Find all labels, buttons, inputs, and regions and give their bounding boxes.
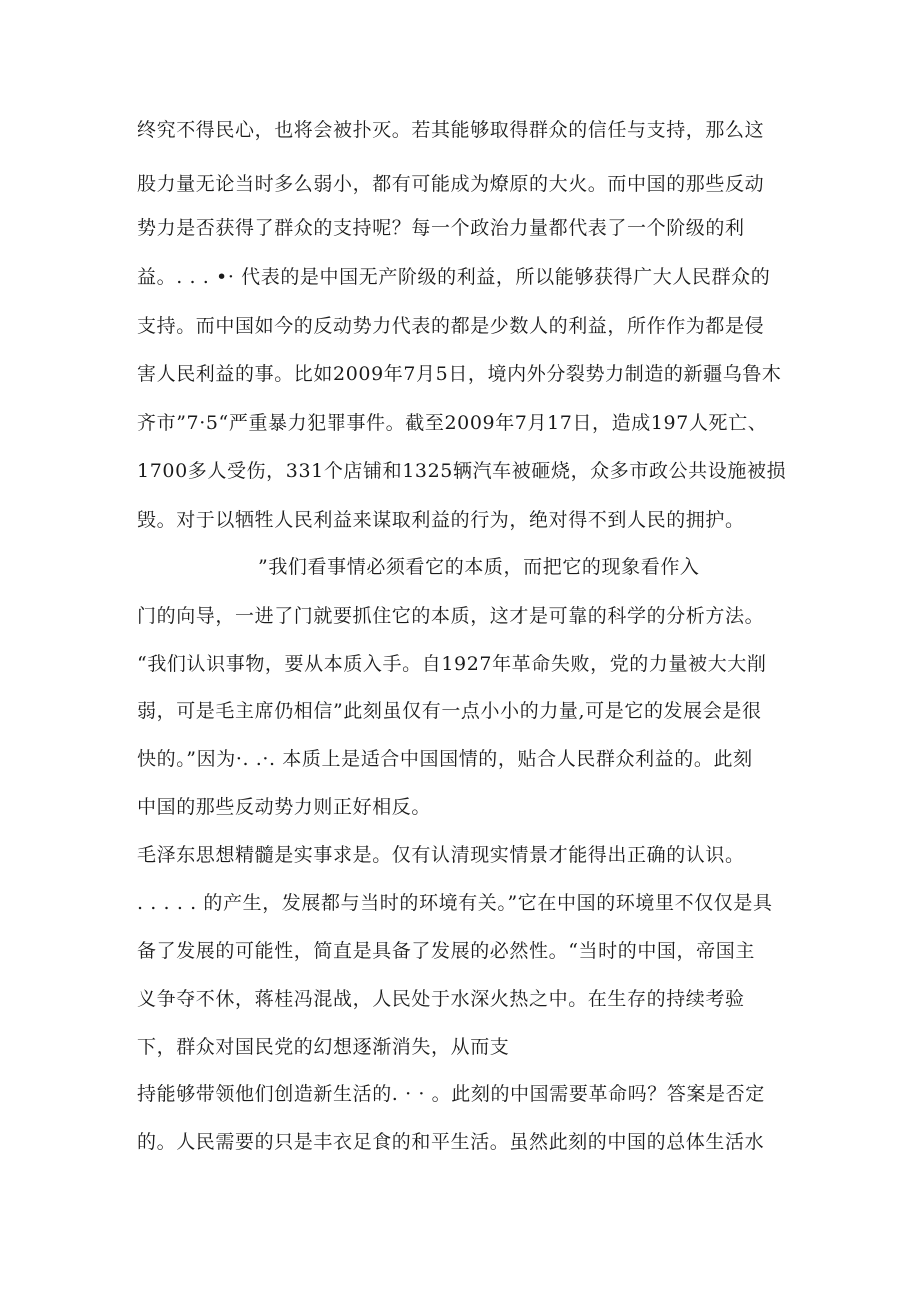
text-line: 支持。而中国如今的反动势力代表的都是少数人的利益，所作作为都是侵 (137, 315, 765, 337)
text-line: . . . . . 的产生，发展都与当时的环境有关。”它在中国的环境里不仅仅是具 (137, 892, 773, 914)
text-line: 持能够带领他们创造新生活的. · · 。此刻的中国需要革命吗？答案是否定 (137, 1083, 765, 1105)
text-line: 益。. . . •· 代表的是中国无产阶级的利益，所以能够获得广大人民群众的 (137, 266, 771, 288)
text-line: ”我们看事情必须看它的本质，而把它的现象看作入 (258, 556, 700, 578)
text-line: 的。人民需要的只是丰衣足食的和平生活。虽然此刻的中国的总体生活水 (137, 1131, 765, 1153)
text-line: 下，群众对国民党的幻想逐渐消失，从而支 (137, 1036, 510, 1058)
text-line: 备了发展的可能性，简直是具备了发展的必然性。“当时的中国，帝国主 (137, 940, 755, 962)
text-line: 弱，可是毛主席仍相信”此刻虽仅有一点小小的力量,可是它的发展会是很 (137, 700, 762, 722)
text-line: 快的。”因为·. .·. 本质上是适合中国国情的，贴合人民群众利益的。此刻 (137, 748, 753, 770)
text-line: 毁。对于以牺牲人民利益来谋取利益的行为，绝对得不到人民的拥护。 (137, 509, 745, 531)
text-line: 齐市”7·5“严重暴力犯罪事件。截至2009年7月17日，造成197人死亡、 (137, 412, 768, 434)
text-line: 毛泽东思想精髓是实事求是。仅有认清现实情景才能得出正确的认识。 (137, 844, 745, 866)
text-line: 义争夺不休，蒋桂冯混战，人民处于水深火热之中。在生存的持续考验 (137, 988, 745, 1010)
text-line: 势力是否获得了群众的支持呢？每一个政治力量都代表了一个阶级的利 (137, 217, 745, 239)
text-line: 害人民利益的事。比如2009年7月5日，境内外分裂势力制造的新疆乌鲁木 (137, 363, 782, 385)
text-line: 1700多人受伤，331个店铺和1325辆汽车被砸烧，众多市政公共设施被损 (137, 460, 787, 482)
text-line: 终究不得民心，也将会被扑灭。若其能够取得群众的信任与支持，那么这 (137, 119, 765, 141)
text-line: “我们认识事物，要从本质入手。自1927年革命失败，党的力量被大大削 (137, 653, 767, 675)
text-line: 中国的那些反动势力则正好相反。 (137, 796, 432, 818)
text-line: 股力量无论当时多么弱小，都有可能成为燎原的大火。而中国的那些反动 (137, 173, 765, 195)
text-line: 门的向导，一进了门就要抓住它的本质，这才是可靠的科学的分析方法。 (137, 605, 765, 627)
